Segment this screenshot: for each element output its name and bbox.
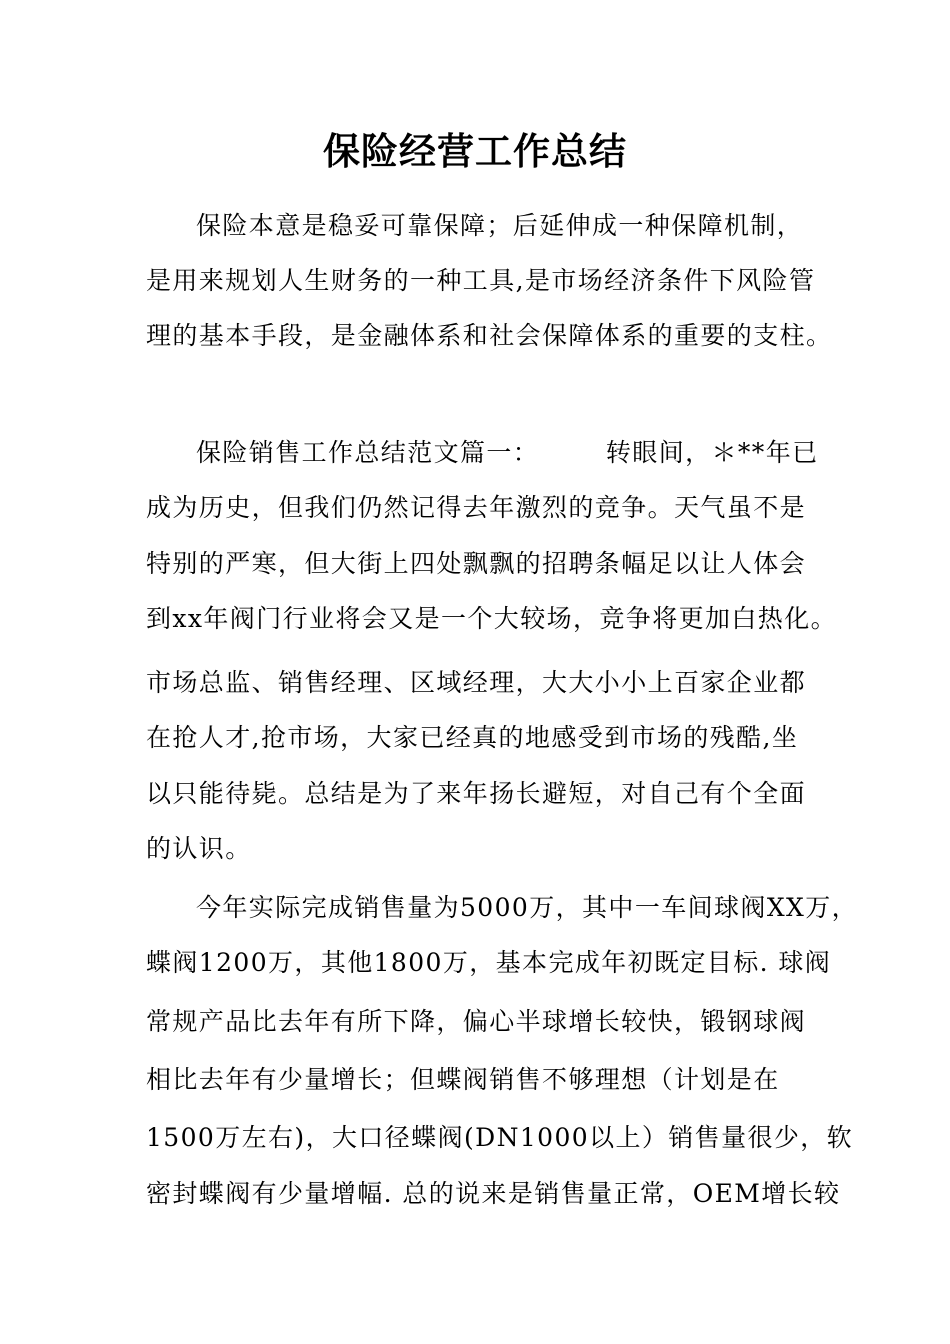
paragraph-line: 特别的严寒，但大街上四处飘飘的招聘条幅足以让人体会 (146, 549, 807, 578)
paragraph-line: 以只能待毙。总结是为了来年扬长避短，对自己有个全面 (146, 779, 807, 808)
paragraph-line: 密封蝶阀有少量增幅. 总的说来是销售量正常，OEM增长较 (146, 1179, 841, 1208)
paragraph-line: 今年实际完成销售量为5000万，其中一车间球阀XX万， (196, 893, 859, 922)
paragraph-line: 的认识。 (146, 834, 252, 863)
paragraph-line: 理的基本手段，是金融体系和社会保障体系的重要的支柱。 (146, 321, 833, 350)
paragraph-line: 到xx年阀门行业将会又是一个大较场，竞争将更加白热化。 (146, 604, 838, 633)
paragraph-line: 是用来规划人生财务的一种工具,是市场经济条件下风险管 (146, 266, 816, 295)
paragraph-line: 在抢人才,抢市场，大家已经真的地感受到市场的残酷,坐 (146, 723, 799, 752)
paragraph-line: 常规产品比去年有所下降，偏心半球增长较快，锻钢球阀 (146, 1007, 807, 1036)
paragraph-line: 保险销售工作总结范文篇一： 转眼间，＊**年已 (196, 438, 819, 467)
paragraph-line: 蝶阀1200万，其他1800万，基本完成年初既定目标. 球阀 (146, 948, 832, 977)
paragraph-line: 1500万左右)，大口径蝶阀(DN1000以上）销售量很少，软 (146, 1123, 854, 1152)
paragraph-line: 市场总监、销售经理、区域经理，大大小小上百家企业都 (146, 668, 807, 697)
paragraph-line: 成为历史，但我们仍然记得去年激烈的竞争。天气虽不是 (146, 493, 807, 522)
document-title: 保险经营工作总结 (323, 130, 627, 173)
paragraph-line: 相比去年有少量增长；但蝶阀销售不够理想（计划是在 (146, 1065, 780, 1094)
paragraph-line: 保险本意是稳妥可靠保障；后延伸成一种保障机制， (196, 211, 804, 240)
